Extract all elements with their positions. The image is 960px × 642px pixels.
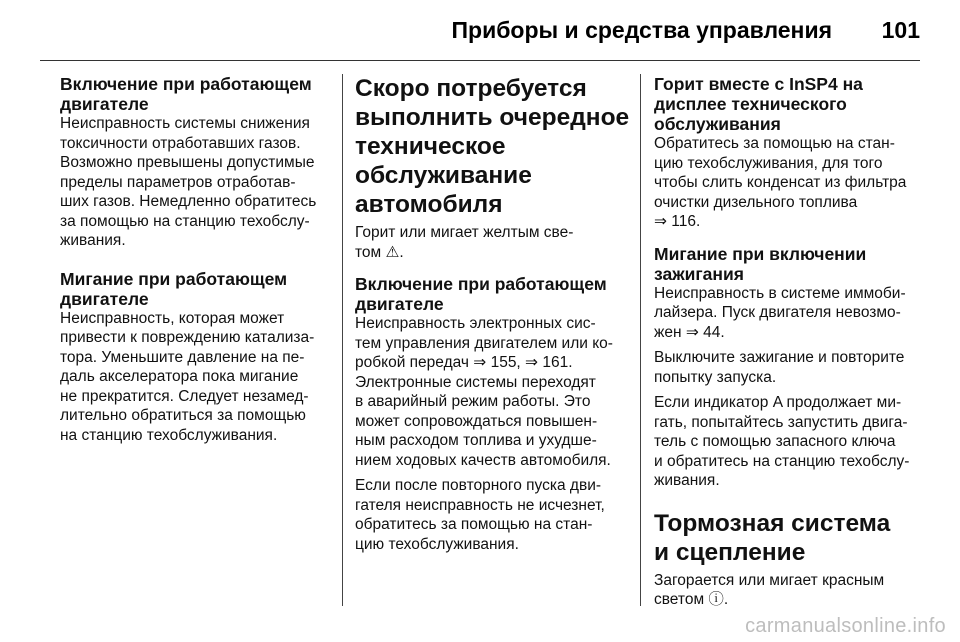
- text-line: робкой передач ⇒ 155, ⇒ 161.: [355, 354, 573, 371]
- heading-line: Мигание при работающем: [60, 268, 288, 289]
- text-line: чтобы слить конденсат из фильтра: [654, 174, 907, 191]
- text-line: цию техобслуживания.: [355, 535, 519, 553]
- paragraph: [355, 223, 630, 262]
- text-line: за помощью на станцию техобслу-: [60, 212, 310, 230]
- heading-ignition-flash: [654, 244, 924, 284]
- heading-line: выполнить очередное: [355, 104, 630, 131]
- text-line: Неисправность электронных сис-: [355, 315, 596, 332]
- text-line: Электронные системы переходят: [355, 373, 596, 391]
- text-line: гателя неисправность не исчезнет,: [355, 496, 605, 514]
- paragraph: [355, 476, 630, 554]
- text-line: привести к повреждению катализа-: [60, 329, 315, 346]
- heading-line: Горит вместе с InSP4 на: [654, 74, 863, 94]
- paragraph: [654, 348, 924, 387]
- paragraph: [654, 284, 924, 343]
- column-1: [60, 74, 330, 445]
- heading-line: обслуживания: [654, 114, 781, 134]
- heading-line: Включение при работающем: [60, 74, 312, 94]
- text-line: ⇒ 116.: [654, 213, 701, 230]
- text-line: живания.: [654, 472, 720, 489]
- heading-engine-running-flash: [60, 269, 330, 309]
- text-line: на станцию техобслуживания.: [60, 426, 278, 444]
- text-line: Неисправность в системе иммоби-: [654, 284, 906, 302]
- text-line: токсичности отработавших газов.: [60, 134, 301, 152]
- text-line: Неисправность, которая может: [60, 309, 285, 327]
- text-line: гать, попытайтесь запустить двига-: [654, 413, 908, 431]
- text-line: ших газов. Немедленно обратитесь: [60, 193, 317, 210]
- heading-line: Тормозная система: [654, 509, 891, 537]
- paragraph: [654, 393, 924, 491]
- heading-line: и сцепление: [654, 538, 806, 566]
- text-line: живания.: [60, 232, 126, 249]
- text-line: даль акселератора пока мигание: [60, 368, 299, 385]
- text-line: цию техобслуживания, для того: [654, 154, 883, 172]
- text-line: нием ходовых качеств автомобиля.: [355, 451, 611, 469]
- heading-line: двигателе: [60, 94, 149, 114]
- heading-line: двигателе: [60, 288, 149, 309]
- column-2: [355, 74, 630, 554]
- text-line: попытку запуска.: [654, 368, 777, 386]
- text-line: очистки дизельного топлива: [654, 193, 858, 211]
- text-line: Если после повторного пуска дви-: [355, 477, 602, 494]
- paragraph: [60, 309, 330, 446]
- heading-brakes-clutch: [654, 509, 924, 567]
- paragraph: [654, 134, 924, 232]
- text-line: тель с помощью запасного ключа: [654, 433, 896, 450]
- column-divider-1: [342, 74, 343, 606]
- text-line: Возможно превышены допустимые: [60, 154, 315, 171]
- heading-line: Мигание при включении: [654, 243, 867, 264]
- heading-service-soon: [355, 74, 630, 219]
- running-title: Приборы и средства управления: [451, 17, 832, 43]
- text-line: Горит или мигает желтым све-: [355, 224, 574, 241]
- heading-line: двигателе: [355, 294, 444, 314]
- text-line: лайзера. Пуск двигателя невозмо-: [654, 304, 901, 321]
- heading-line: Скоро потребуется: [355, 75, 587, 102]
- text-line: Выключите зажигание и повторите: [654, 349, 905, 366]
- heading-engine-running-on-2: [355, 274, 630, 314]
- watermark: carmanualsonline.info: [745, 615, 946, 637]
- paragraph: [60, 114, 330, 251]
- text-line: светом ⓘ.: [654, 591, 729, 608]
- text-line: Обратитесь за помощью на стан-: [654, 135, 895, 152]
- text-line: Загорается или мигает красным: [654, 571, 885, 589]
- text-line: тем управления двигателем или ко-: [355, 334, 613, 352]
- heading-engine-running-on: [60, 74, 330, 114]
- text-line: и обратитесь на станцию техобслу-: [654, 452, 910, 470]
- text-line: пределы параметров отработав-: [60, 173, 296, 191]
- text-line: не прекратится. Следует незамед-: [60, 387, 309, 405]
- heading-line: автомобиля: [355, 191, 503, 218]
- heading-insp4: [654, 74, 924, 134]
- column-divider-2: [640, 74, 641, 606]
- text-line: может сопровождаться повышен-: [355, 412, 598, 430]
- text-line: ным расходом топлива и ухудше-: [355, 432, 597, 449]
- heading-line: обслуживание: [355, 162, 532, 189]
- text-line: Неисправность системы снижения: [60, 115, 310, 132]
- page-number: 101: [881, 17, 920, 43]
- text-line: Если индикатор A продолжает ми-: [654, 394, 902, 411]
- paragraph: [654, 571, 924, 610]
- heading-line: зажигания: [654, 263, 744, 284]
- text-line: в аварийный режим работы. Это: [355, 393, 591, 410]
- heading-line: дисплее технического: [654, 94, 847, 114]
- heading-line: техническое: [355, 133, 506, 160]
- text-line: том ⚠.: [355, 243, 404, 261]
- text-line: тора. Уменьшите давление на пе-: [60, 348, 305, 366]
- text-line: обратитесь за помощью на стан-: [355, 516, 593, 533]
- heading-line: Включение при работающем: [355, 274, 607, 294]
- page-header: [0, 0, 960, 58]
- text-line: лительно обратиться за помощью: [60, 407, 306, 424]
- text-line: жен ⇒ 44.: [654, 323, 725, 341]
- header-rule: [40, 60, 920, 61]
- column-3: [654, 74, 924, 610]
- paragraph: [355, 314, 630, 470]
